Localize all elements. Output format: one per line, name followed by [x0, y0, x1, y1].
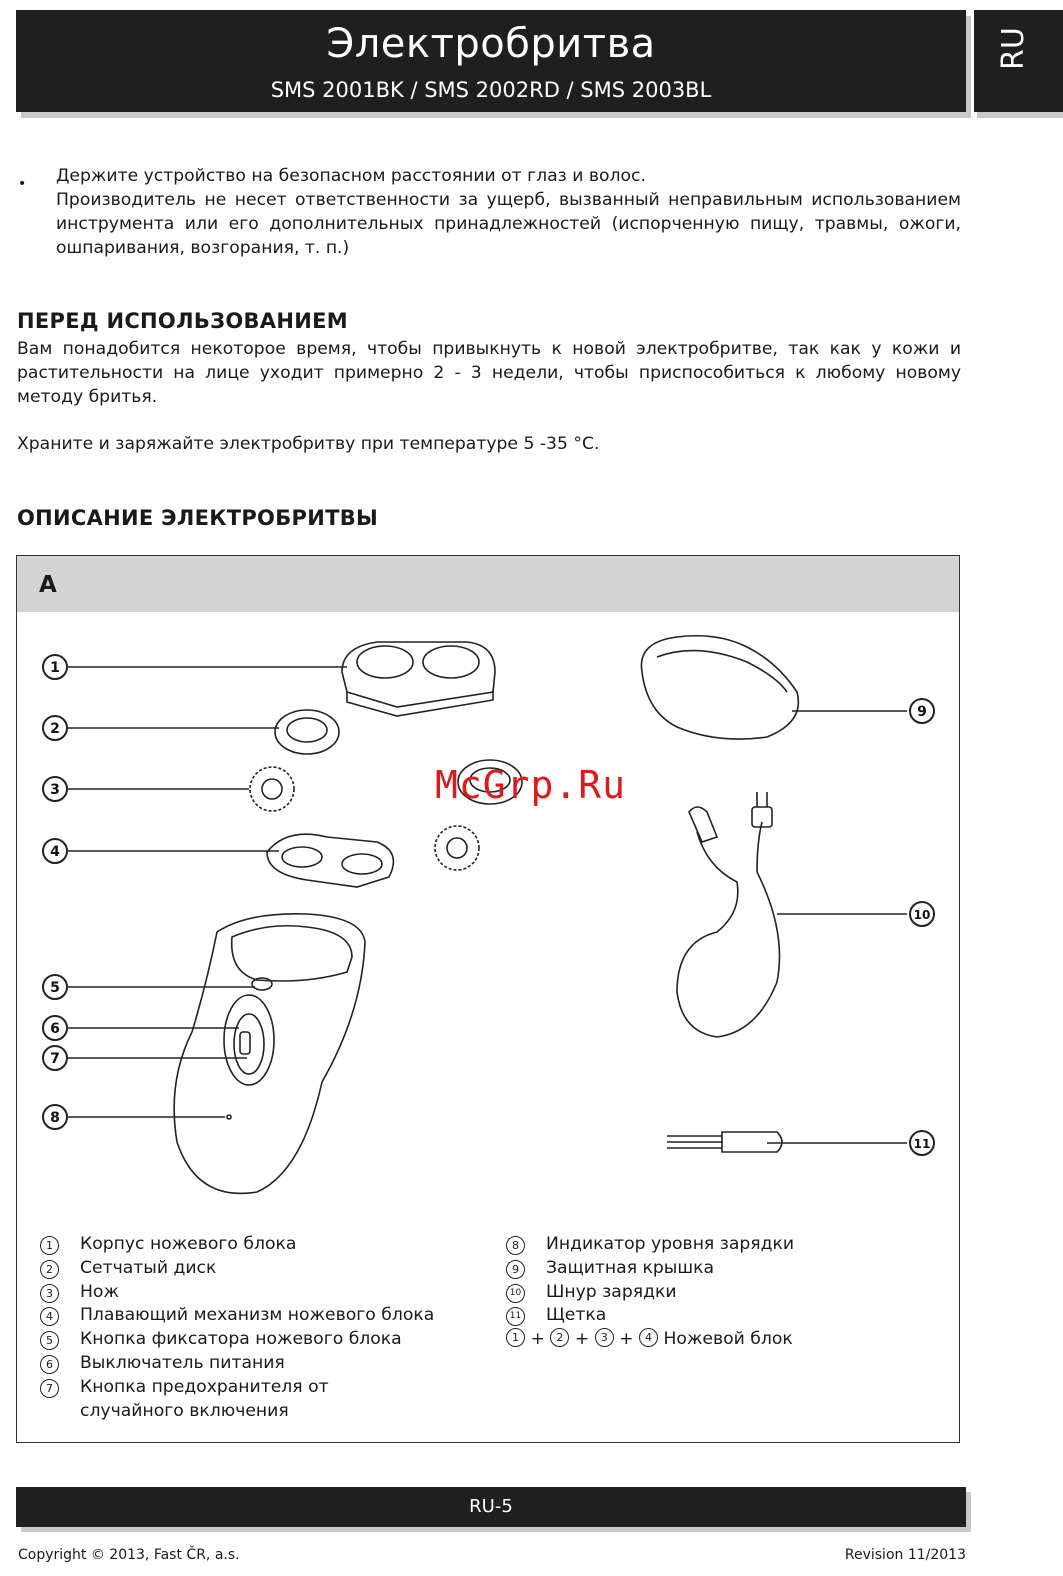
- callout-1: 1: [50, 660, 60, 676]
- legend-item: 1 Корпус ножевого блока: [40, 1233, 434, 1257]
- page-number: RU-5: [469, 1496, 513, 1517]
- legend-item: 7 Кнопка предохранителя от случайного включения: [40, 1376, 430, 1424]
- legend-item: 4 Плавающий механизм ножевого блока: [40, 1304, 434, 1328]
- document-title: Электробритва: [326, 21, 656, 67]
- callout-5: 5: [50, 980, 60, 996]
- bullet-marker: •: [18, 176, 27, 192]
- callout-4: 4: [50, 844, 60, 860]
- legend-item: 6 Выключатель питания: [40, 1352, 434, 1376]
- section-heading-before-use: ПЕРЕД ИСПОЛЬЗОВАНИЕМ: [17, 309, 348, 333]
- legend-left: [40, 1233, 434, 1423]
- cutting-block-formula: 1 + 2 + 3 + 4 Ножевой блок: [506, 1328, 794, 1352]
- callout-9: 9: [917, 704, 927, 720]
- callout-2: 2: [50, 721, 60, 737]
- legend-item: 10 Шнур зарядки: [506, 1281, 794, 1305]
- shaver-parts-illustration: [17, 612, 958, 1252]
- callout-6: 6: [50, 1021, 60, 1037]
- section-heading-description: ОПИСАНИЕ ЭЛЕКТРОБРИТВЫ: [17, 506, 379, 530]
- watermark: McGrp.Ru: [435, 763, 627, 807]
- legend-item: 9 Защитная крышка: [506, 1257, 794, 1281]
- copyright: Copyright © 2013, Fast ČR, a.s.: [18, 1547, 240, 1563]
- callout-3: 3: [50, 782, 60, 798]
- callout-10: 10: [913, 908, 931, 922]
- before-use-paragraph-1: Вам понадобится некоторое время, чтобы привыкнуть к новой электробритве, так как у кожи и растительности на лице уходит примерно 2 ‑ 3 недели, чтобы приспособиться к любому новому методу бритья.: [17, 339, 961, 407]
- figure-label: A: [17, 556, 959, 612]
- header-bar: [16, 10, 966, 112]
- legend-right: [506, 1233, 794, 1352]
- legend-item: 5 Кнопка фиксатора ножевого блока: [40, 1328, 434, 1352]
- before-use-paragraph-2: Храните и заряжайте электробритву при температуре 5 -35 °C.: [17, 434, 600, 454]
- intro-line-1: Держите устройство на безопасном расстоянии от глаз и волос.: [56, 166, 646, 186]
- language-tab: [974, 10, 1063, 112]
- callout-11: 11: [913, 1137, 931, 1151]
- legend-item: 3 Нож: [40, 1281, 434, 1305]
- legend-item: 11 Щетка: [506, 1304, 794, 1328]
- callout-7: 7: [50, 1051, 60, 1067]
- model-numbers: SMS 2001BK / SMS 2002RD / SMS 2003BL: [270, 78, 712, 102]
- legend-item: 2 Сетчатый диск: [40, 1257, 434, 1281]
- legend-item: 8 Индикатор уровня зарядки: [506, 1233, 794, 1257]
- callout-8: 8: [50, 1110, 60, 1126]
- revision: Revision 11/2013: [844, 1547, 966, 1563]
- page-number-bar: [16, 1487, 966, 1527]
- intro-line-2: Производитель не несет ответственности за ущерб, вызванный неправильным использованием инструмента или его дополнительных принадлежностей (испорченную пищу, травмы, ожоги, ошпаривания, возгорания, т. п.): [56, 190, 961, 258]
- language-code: RU: [996, 27, 1031, 70]
